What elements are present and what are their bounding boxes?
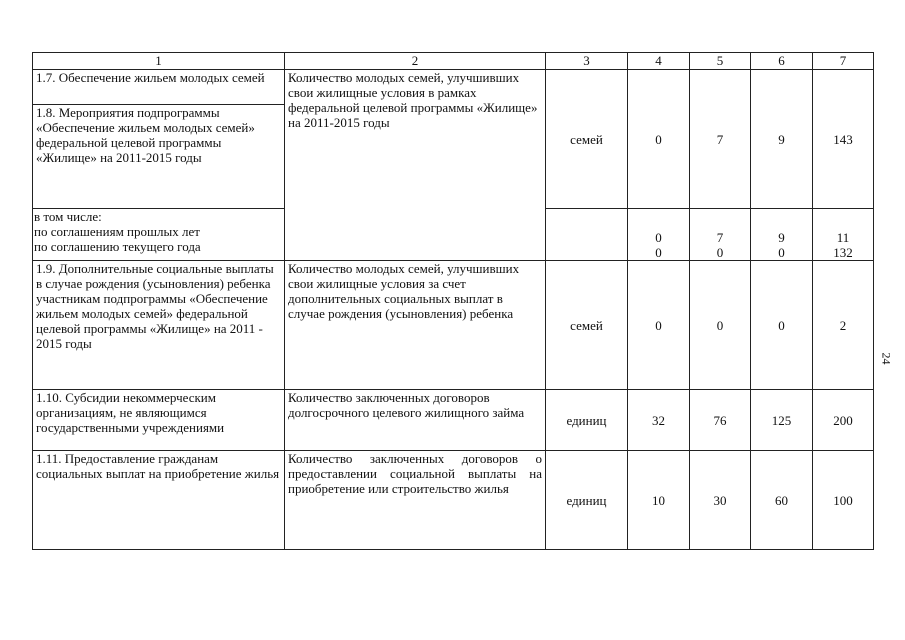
row-1-11-name: 1.11. Предоставление гражданам социальных выплат на приобретение жилья: [33, 451, 285, 550]
row-1-10-col7: 200: [813, 390, 874, 451]
row-1-11-col4: 10: [628, 451, 690, 550]
row-1-11-col5: 30: [690, 451, 751, 550]
previous-value: 11: [836, 230, 850, 245]
current-agreement-label: по соглашению текущего года: [34, 239, 201, 254]
including-label: в том числе:: [34, 209, 102, 224]
row-1-9-col7: 2: [813, 261, 874, 390]
row-1-8-name: 1.8. Мероприятия подпрограммы «Обеспечение жильем молодых семей» федеральной целевой программы «Жилище» на 2011-2015 годы: [33, 105, 285, 209]
row-1-8-col7: 143: [813, 70, 874, 209]
row-including-name: [33, 209, 285, 261]
table-row: [33, 70, 874, 105]
row-including-col4: [628, 209, 690, 261]
row-1-8-indicator: Количество молодых семей, улучшивших свои жилищные условия в рамках федеральной целевой программы «Жилище» на 2011-2015 годы: [285, 70, 546, 261]
header-row: [33, 53, 874, 70]
header-cell: 5: [690, 53, 751, 70]
row-1-10-name: 1.10. Субсидии некоммерческим организациям, не являющимся государственными учреждениями: [33, 390, 285, 451]
header-cell: 2: [285, 53, 546, 70]
row-including-col7: [813, 209, 874, 261]
row-including-col5: [690, 209, 751, 261]
row-1-9-indicator: Количество молодых семей, улучшивших свои жилищные условия за счет дополнительных социальных выплат в случае рождения (усыновления) ребенка: [285, 261, 546, 390]
row-1-9-col6: 0: [751, 261, 813, 390]
row-1-11-col7: 100: [813, 451, 874, 550]
row-1-8-col6: 9: [751, 70, 813, 209]
row-1-8-col4: 0: [628, 70, 690, 209]
previous-value: 7: [716, 230, 724, 245]
row-1-10-col5: 76: [690, 390, 751, 451]
header-cell: 6: [751, 53, 813, 70]
row-1-9-col4: 0: [628, 261, 690, 390]
row-1-9-unit: семей: [546, 261, 628, 390]
row-1-8-col5: 7: [690, 70, 751, 209]
indicators-table: [32, 52, 874, 550]
row-1-11-indicator: Количество заключенных договоров о предоставлении социальной выплаты на приобретение или строительство жилья: [285, 451, 546, 550]
row-1-10-col6: 125: [751, 390, 813, 451]
row-1-7-name: 1.7. Обеспечение жильем молодых семей: [33, 70, 285, 105]
page-number: 24: [879, 352, 894, 365]
previous-value: 0: [655, 230, 662, 245]
previous-value: 9: [778, 230, 785, 245]
row-1-9-col5: 0: [690, 261, 751, 390]
previous-agreements-label: по соглашениям прошлых лет: [34, 224, 200, 239]
current-value: 0: [655, 245, 662, 260]
table-row: [33, 390, 874, 451]
header-cell: 7: [813, 53, 874, 70]
row-1-11-unit: единиц: [546, 451, 628, 550]
row-1-9-name: 1.9. Дополнительные социальные выплаты в случае рождения (усыновления) ребенка участникам подпрограммы «Обеспечение жильем молодых семей» федеральной целевой программы «Жилище» на 2011 - 2015 годы: [33, 261, 285, 390]
current-value: 0: [716, 245, 724, 260]
row-including-col6: [751, 209, 813, 261]
row-1-10-indicator: Количество заключенных договоров долгосрочного целевого жилищного займа: [285, 390, 546, 451]
header-cell: 4: [628, 53, 690, 70]
row-1-10-unit: единиц: [546, 390, 628, 451]
row-1-8-unit: семей: [546, 70, 628, 209]
table-row: [33, 451, 874, 550]
row-including-unit: [546, 209, 628, 261]
current-value: 132: [833, 245, 853, 260]
header-cell: 3: [546, 53, 628, 70]
row-1-10-col4: 32: [628, 390, 690, 451]
current-value: 0: [778, 245, 785, 260]
header-cell: 1: [33, 53, 285, 70]
table-row: [33, 261, 874, 390]
row-1-11-col6: 60: [751, 451, 813, 550]
